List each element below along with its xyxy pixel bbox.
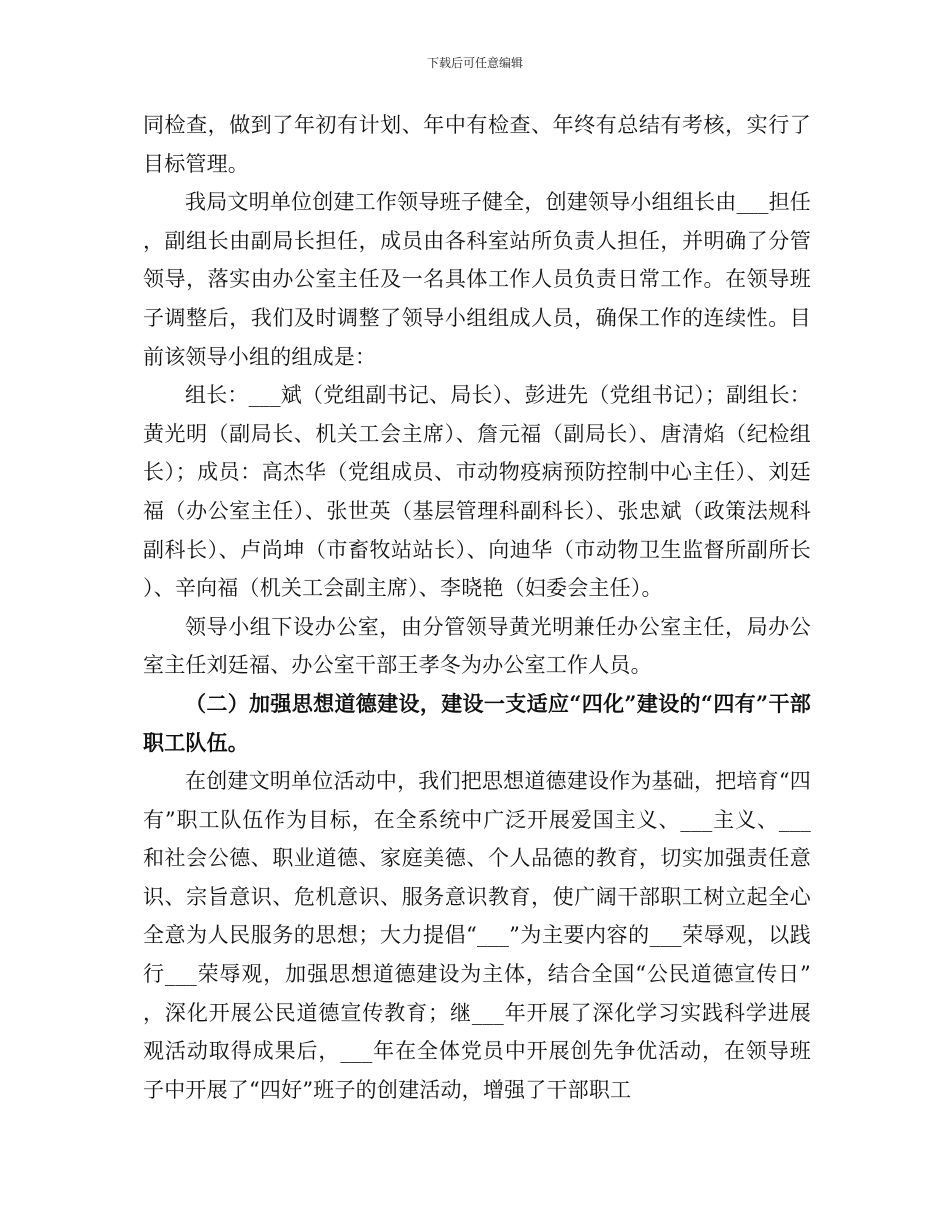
section-heading: （二）加强思想道德建设，建设一支适应“四化”建设的“四有”干部职工队伍。 (143, 690, 811, 755)
document-body (143, 106, 811, 1109)
paragraph-1: 同检查，做到了年初有计划、年中有检查、年终有总结有考核，实行了目标管理。 (143, 113, 811, 176)
paragraph-5: 在创建文明单位活动中，我们把思想道德建设作为基础，把培育“四有”职工队伍作为目标，在全系统中广泛开展爱国主义、___主义、___和社会公德、职业道德、家庭美德、个人品德的教育，切实加强责任意识、宗旨意识、危机意识、服务意识教育，使广阔干部职工树立起全心全意为人民服务的思想；大力提倡“___”为主要内容的___荣辱观，以践行___荣辱观，加强思想道德建设为主体，结合全国“公民道德宣传日”，深化开展公民道德宣传教育；继___年开展了深化学习实践科学进展观活动取得成果后，___年在全体党员中开展创先争优活动，在领导班子中开展了“四好”班子的创建活动，增强了干部职工 (143, 769, 811, 1102)
paragraph-3: 组长：___斌（党组副书记、局长）、彭进先（党组书记）；副组长：黄光明（副局长、机关工会主席）、詹元福（副局长）、唐清焰（纪检组长）；成员：高杰华（党组成员、市动物疫病预防控制中心主任）、刘廷福（办公室主任）、张世英（基层管理科副科长）、张忠斌（政策法规科副科长）、卢尚坤（市畜牧站站长）、向迪华（市动物卫生监督所副所长）、辛向福（机关工会副主席）、李晓艳（妇委会主任）。 (143, 383, 811, 601)
paragraph-2: 我局文明单位创建工作领导班子健全，创建领导小组组长由___担任，副组长由副局长担任，成员由各科室站所负责人担任，并明确了分管领导，落实由办公室主任及一名具体工作人员负责日常工作。在领导班子调整后，我们及时调整了领导小组组成人员，确保工作的连续性。目前该领导小组的组成是： (143, 190, 811, 369)
page-header-note: 下载后可任意编辑 (426, 56, 523, 70)
paragraph-4: 领导小组下设办公室，由分管领导黄光明兼任办公室主任，局办公室主任刘廷福、办公室干部王孝冬为办公室工作人员。 (143, 614, 811, 678)
